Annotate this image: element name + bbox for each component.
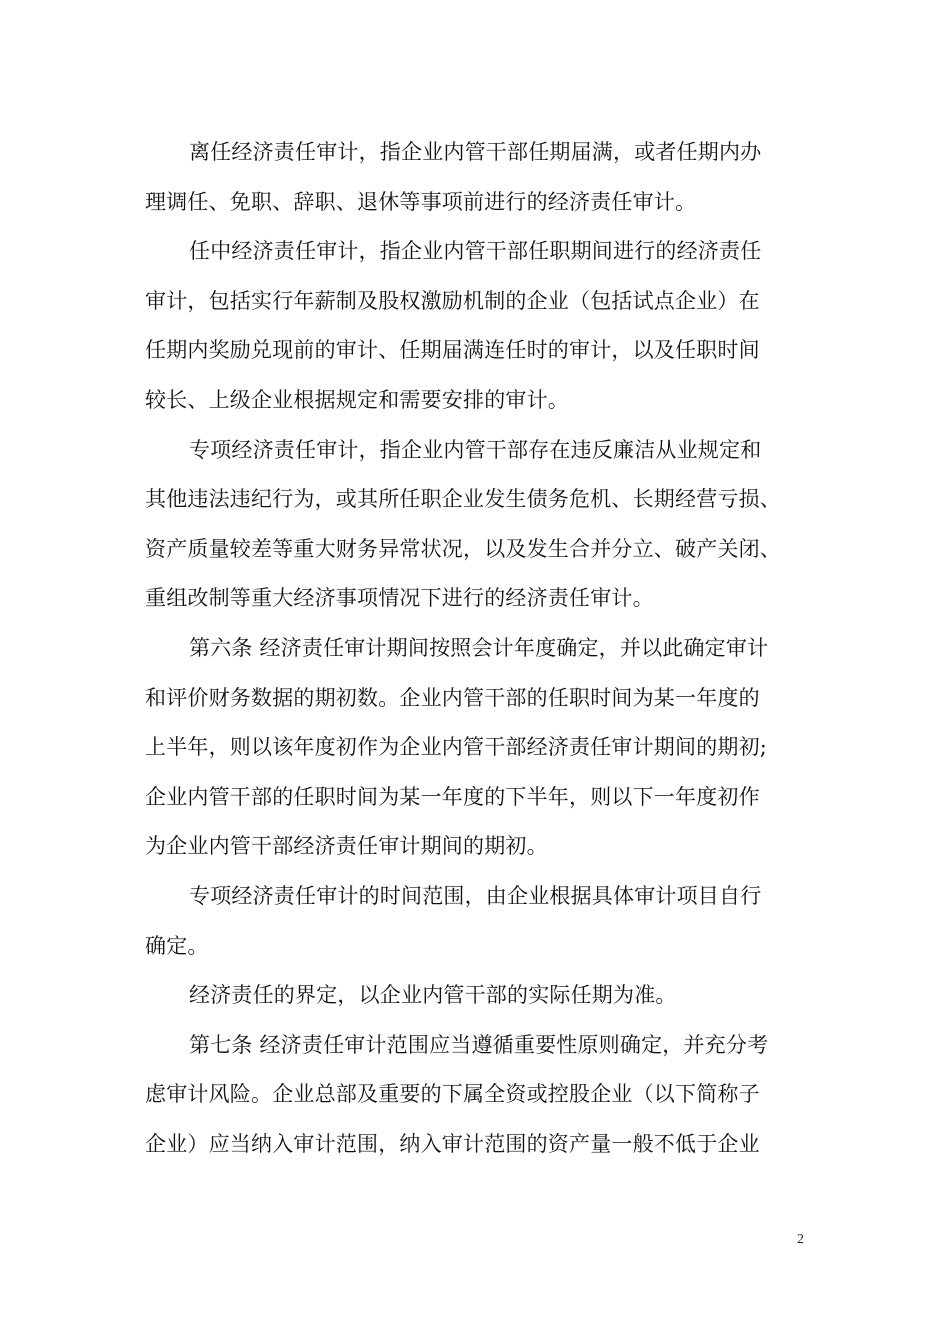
text-line: 任中经济责任审计，指企业内管干部任职期间进行的经济责任 [189,239,762,264]
document-body [145,128,805,1169]
text-line: 确定。 [145,933,209,958]
text-line: 第六条 经济责任审计期间按照会计年度确定，并以此确定审计 [189,635,769,660]
text-line: 为企业内管干部经济责任审计期间的期初。 [145,834,548,859]
text-line: 企业内管干部的任职时间为某一年度的下半年，则以下一年度初作 [145,784,760,809]
text-line: 企业）应当纳入审计范围，纳入审计范围的资产量一般不低于企业 [145,1131,760,1156]
text-line: 经济责任的界定，以企业内管干部的实际任期为准。 [189,983,677,1008]
text-line: 资产质量较差等重大财务异常状况，以及发生合并分立、破产关闭、 [145,536,781,561]
page-number: 2 [797,1232,804,1247]
text-line: 专项经济责任审计的时间范围，由企业根据具体审计项目自行 [189,883,762,908]
text-line: 理调任、免职、辞职、退休等事项前进行的经济责任审计。 [145,189,697,214]
text-line: 上半年，则以该年度初作为企业内管干部经济责任审计期间的期初; [145,735,768,760]
text-line: 任期内奖励兑现前的审计、任期届满连任时的审计，以及任职时间 [145,338,760,363]
text-line: 离任经济责任审计，指企业内管干部任期届满，或者任期内办 [189,140,762,164]
text-line: 虑审计风险。企业总部及重要的下属全资或控股企业（以下简称子 [145,1082,760,1107]
text-line: 重组改制等重大经济事项情况下进行的经济责任审计。 [145,586,654,611]
text-line: 专项经济责任审计，指企业内管干部存在违反廉洁从业规定和 [189,437,762,462]
paragraph-responsibility-definition [145,971,805,1021]
text-line: 较长、上级企业根据规定和需要安排的审计。 [145,387,569,412]
text-line: 审计，包括实行年薪制及股权激励机制的企业（包括试点企业）在 [145,288,760,313]
paragraph-in-office-audit [145,227,805,425]
paragraph-special-audit [145,426,805,624]
paragraph-article-7 [145,1021,805,1170]
paragraph-departure-audit [145,128,805,227]
text-line: 第七条 经济责任审计范围应当遵循重要性原则确定，并充分考 [189,1032,769,1057]
paragraph-special-audit-time-range [145,872,805,971]
text-line: 其他违法违纪行为，或其所任职企业发生债务危机、长期经营亏损、 [145,487,781,512]
paragraph-article-6 [145,624,805,872]
text-line: 和评价财务数据的期初数。企业内管干部的任职时间为某一年度的 [145,685,760,710]
